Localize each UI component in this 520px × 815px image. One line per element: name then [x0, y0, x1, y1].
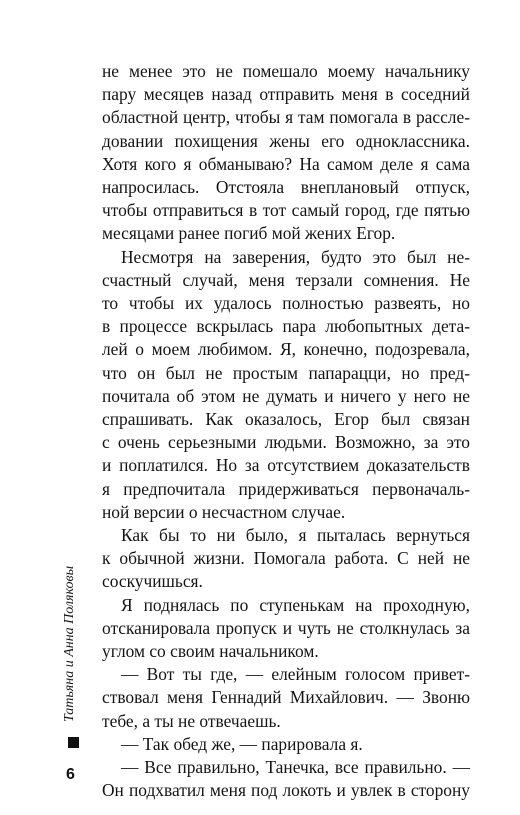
paragraph-line: Как бы то ни было, я пыталась вернуться [121, 525, 470, 546]
paragraph-line: ной версии о несчастном случае. [102, 501, 346, 522]
paragraph-line: и поплатился. Но за отсутствием доказательств [102, 455, 470, 476]
paragraph-line: с очень серьезными людьми. Возможно, за это [102, 432, 470, 453]
paragraph-line: — Все правильно, Танечка, все правильно. — [121, 757, 470, 778]
square-marker-icon [68, 737, 79, 748]
paragraph-line: углом со своим начальником. [102, 641, 319, 662]
paragraph-line: отсканировала пропуск и чуть не столкнулась за [102, 617, 470, 638]
paragraph-line: спрашивать. Как оказалось, Егор был связан [102, 409, 470, 430]
paragraph-line: областной центр, чтобы я там помогала в рассле- [102, 107, 470, 128]
running-head-authors: Татьяна и Анна Поляковы [62, 565, 77, 722]
page-body-text [102, 60, 470, 803]
paragraph-line: соскучишься. [102, 571, 203, 592]
paragraph-line: тебе, а ты не отвечаешь. [102, 710, 281, 731]
paragraph-line: Хотя кого я обманываю? На самом деле я сама [102, 153, 470, 174]
page-number: 6 [66, 766, 75, 783]
paragraph-line: лей о моем любимом. Я, конечно, подозревала, [102, 339, 470, 360]
paragraph-line: то чтобы их удалось полностью развеять, но [102, 293, 470, 314]
paragraph-line: — Так обед же, — парировала я. [121, 733, 363, 754]
paragraph-line: ствовал меня Геннадий Михайлович. — Звоню [102, 687, 470, 708]
paragraph-line: напросилась. Отстояла внеплановый отпуск, [102, 177, 470, 198]
paragraph-line: Я поднялась по ступенькам на проходную, [121, 594, 470, 615]
paragraph-line: к обычной жизни. Помогала работа. С ней не [102, 548, 470, 569]
paragraph-line: месяцами ранее погиб мой жених Егор. [102, 223, 396, 244]
paragraph-line: пару месяцев назад отправить меня в соседний [102, 84, 470, 105]
paragraph-line: в процессе вскрылась пара любопытных дета- [102, 316, 470, 337]
paragraph-line: почитала об этом не думать и ничего у него не [102, 385, 470, 406]
paragraph-line: не менее это не помешало моему начальнику [102, 61, 470, 81]
paragraph-line: чтобы отправиться в тот самый город, где пятью [102, 200, 470, 221]
paragraph-line: я предпочитала придерживаться первоначаль- [102, 478, 470, 499]
paragraph-line: что он был не простым папарацци, но пред- [102, 362, 470, 383]
paragraph-line: Несмотря на заверения, будто это был не- [121, 246, 470, 267]
paragraph-line: — Вот ты где, — елейным голосом привет- [121, 664, 470, 685]
paragraph-line: счастный случай, меня терзали сомнения. Не [102, 269, 470, 290]
paragraph-line: Он подхватил меня под локоть и увлек в сторону [102, 780, 470, 801]
paragraph-line: довании похищения жены его одноклассника. [102, 130, 470, 151]
